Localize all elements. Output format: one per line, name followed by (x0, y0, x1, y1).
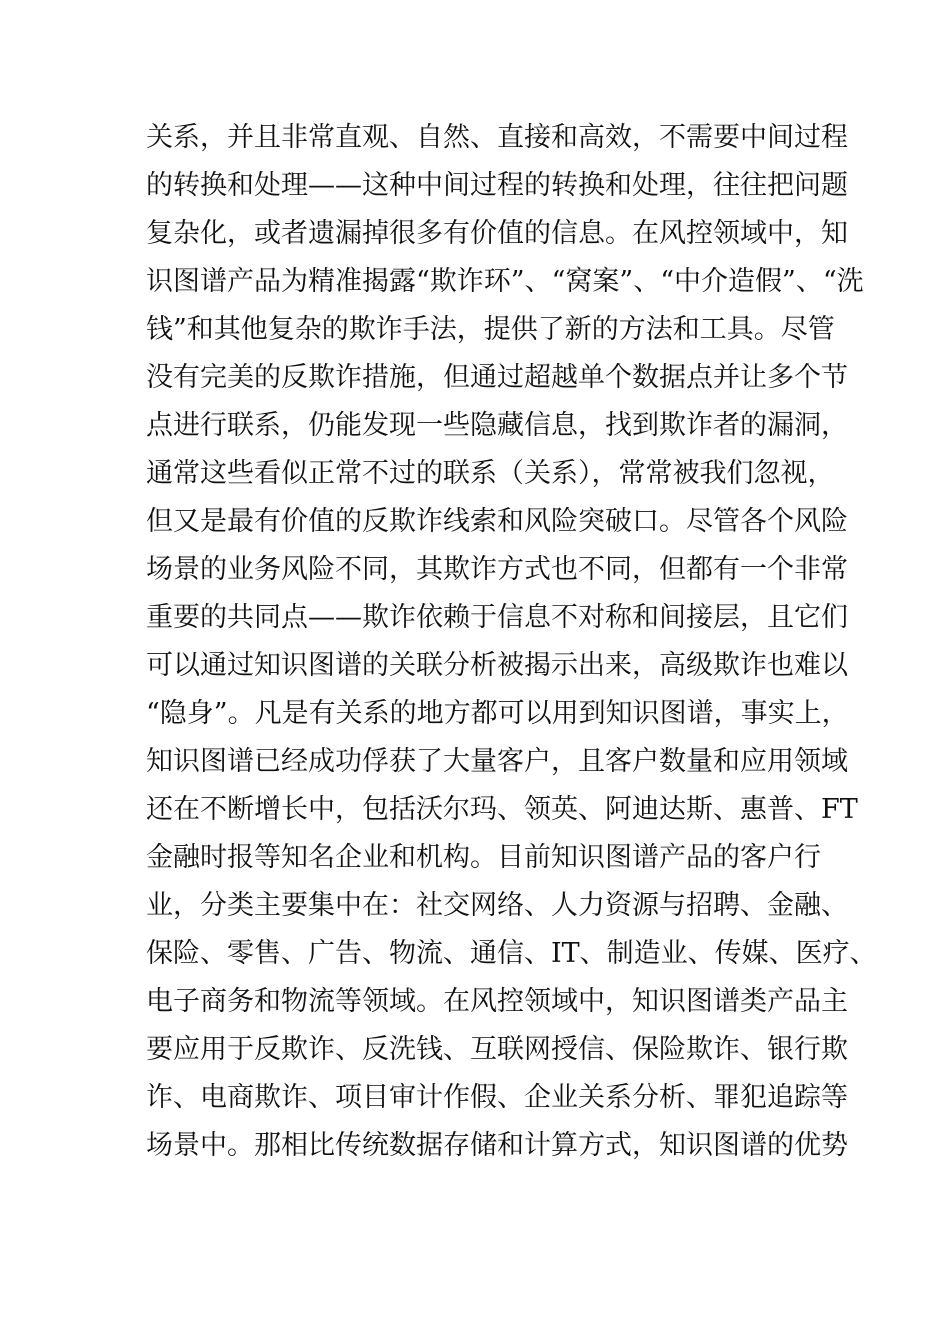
text-line: 但又是最有价值的反欺诈线索和风险突破口。尽管各个风险 (146, 506, 848, 537)
text-line: 点进行联系，仍能发现一些隐藏信息，找到欺诈者的漏洞， (146, 410, 848, 441)
text-line: 重要的共同点——欺诈依赖于信息不对称和间接层，且它们 (146, 602, 848, 633)
text-line: 复杂化，或者遗漏掉很多有价值的信息。在风控领域中，知 (146, 218, 848, 249)
body-paragraph (146, 114, 877, 1170)
text-line: 知识图谱已经成功俘获了大量客户，且客户数量和应用领域 (146, 746, 848, 777)
text-line: 可以通过知识图谱的关联分析被揭示出来，高级欺诈也难以 (146, 650, 848, 681)
text-line: 诈、电商欺诈、项目审计作假、企业关系分析、罪犯追踪等 (146, 1082, 848, 1113)
text-line: 关系，并且非常直观、自然、直接和高效，不需要中间过程 (146, 122, 848, 153)
text-line: 的转换和处理——这种中间过程的转换和处理，往往把问题 (146, 170, 848, 201)
text-line: 识图谱产品为精准揭露“欺诈环”、“窝案”、“中介造假”、“洗 (146, 266, 864, 297)
text-line: 场景中。那相比传统数据存储和计算方式，知识图谱的优势 (146, 1130, 848, 1161)
text-line: 场景的业务风险不同，其欺诈方式也不同，但都有一个非常 (146, 554, 848, 585)
text-line: 要应用于反欺诈、反洗钱、互联网授信、保险欺诈、银行欺 (146, 1034, 848, 1065)
text-line: 电子商务和物流等领域。在风控领域中，知识图谱类产品主 (146, 986, 848, 1017)
text-line: 业，分类主要集中在：社交网络、人力资源与招聘、金融、 (146, 890, 848, 921)
text-line: “隐身”。凡是有关系的地方都可以用到知识图谱，事实上， (146, 698, 849, 729)
text-line: 还在不断增长中，包括沃尔玛、领英、阿迪达斯、惠普、FT (146, 794, 858, 825)
text-line: 钱”和其他复杂的欺诈手法，提供了新的方法和工具。尽管 (146, 314, 835, 345)
text-line: 金融时报等知名企业和机构。目前知识图谱产品的客户行 (146, 842, 821, 873)
text-line: 通常这些看似正常不过的联系（关系），常常被我们忽视， (146, 458, 835, 489)
text-line: 没有完美的反欺诈措施，但通过超越单个数据点并让多个节 (146, 362, 848, 393)
text-line: 保险、零售、广告、物流、通信、IT、制造业、传媒、医疗、 (146, 938, 877, 969)
